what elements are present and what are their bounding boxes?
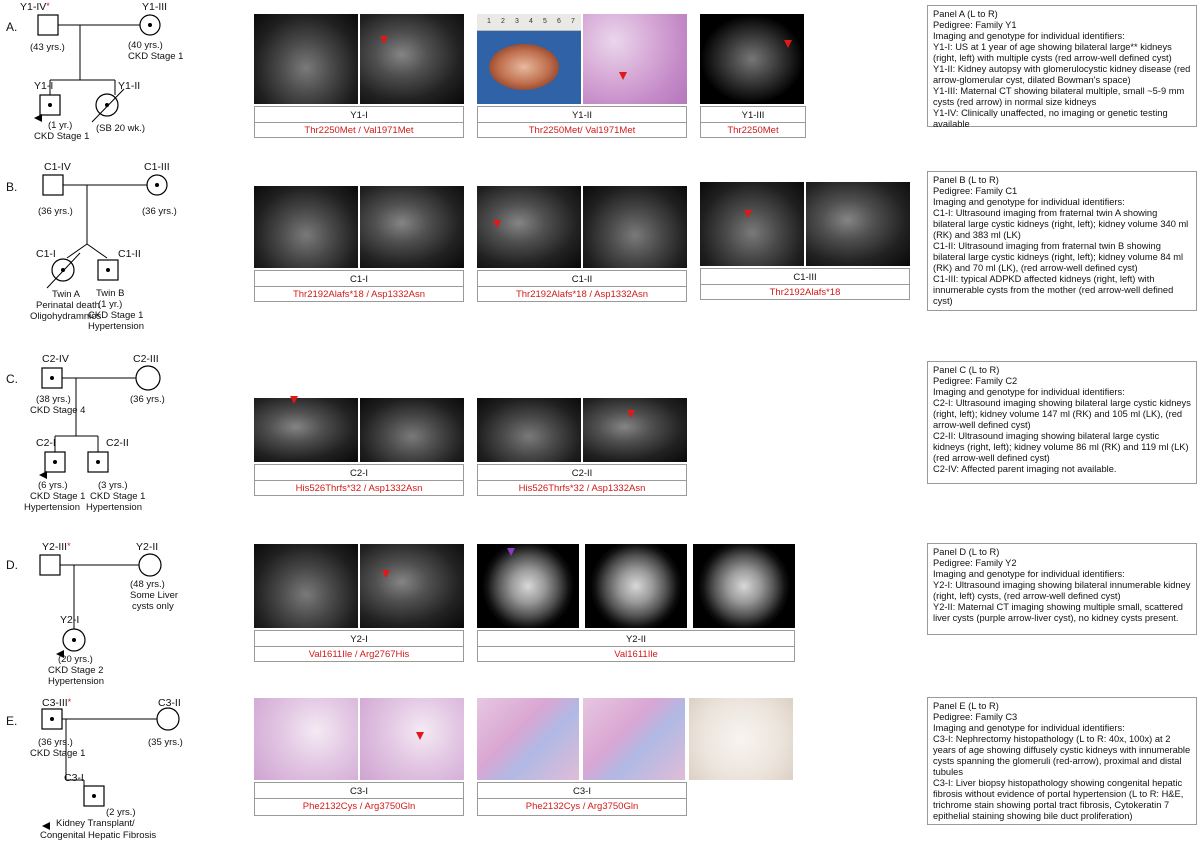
pedigree-info: Kidney Transplant/ — [56, 818, 135, 829]
figure-y1-ii — [477, 14, 687, 134]
caption-genotype: His526Thrfs*32 / Asp1332Asn — [295, 483, 423, 494]
caption-name: C3-I — [255, 783, 463, 799]
caption-name: C3-I — [478, 783, 686, 799]
figure-c2-i — [254, 398, 464, 518]
ct-image — [700, 14, 804, 104]
red-arrow-icon — [744, 210, 752, 218]
caption-name: Y1-II — [478, 107, 686, 123]
pedigree-id: C2-I — [36, 437, 56, 449]
figure-caption — [477, 464, 687, 496]
pedigree-info: (43 yrs.) — [30, 42, 65, 53]
panel-c-notes: Panel C (L to R) Pedigree: Family C2 Imaging and genotype for individual identifiers: C2-I: Ultrasound imaging showing bilateral large cystic kidneys (right, left); kidney volume 147 ml (RK) and 105 ml (LK), (red arrow-well defined cyst) C2-II: Ultrasound imaging showing bilateral large cystic kidneys (right, left); kidney volume 86 ml (RK) and 119 ml (LK) (red arrow-well defined cyst) C2-IV: Affected parent imaging not available. — [927, 361, 1197, 484]
pedigree-info: (38 yrs.) — [36, 394, 71, 405]
panel-letter-e: E. — [6, 714, 18, 728]
caption-genotype: Thr2250Met — [727, 125, 779, 136]
pedigree-id: C1-II — [118, 248, 141, 260]
pedigree-info: (1 yr.) — [98, 299, 123, 310]
ruler: 1 2 3 4 5 6 7 — [477, 14, 581, 31]
pedigree-info: (48 yrs.) — [130, 579, 165, 590]
ultrasound-image — [583, 398, 687, 462]
pedigree-id: C2-IV — [42, 353, 69, 365]
pedigree-lines — [0, 0, 210, 165]
pedigree-family-c1 — [0, 158, 210, 332]
pedigree-info: CKD Stage 1 — [90, 491, 146, 502]
pedigree-info: CKD Stage 1 — [128, 51, 184, 62]
red-arrow-icon — [290, 396, 298, 404]
pedigree-id: C1-I — [36, 248, 56, 260]
asterisk: * — [46, 1, 50, 11]
ultrasound-image — [360, 186, 464, 268]
pedigree-info: CKD Stage 2 — [48, 665, 104, 676]
figure-caption — [254, 464, 464, 496]
caption-name: Y2-I — [255, 631, 463, 647]
panel-letter-c: C. — [6, 372, 18, 386]
asterisk: * — [67, 541, 71, 551]
pedigree-info: CKD Stage 1 — [34, 131, 90, 142]
pedigree-lines — [0, 540, 210, 690]
pedigree-info: (2 yrs.) — [106, 807, 136, 818]
panel-letter-a: A. — [6, 20, 18, 34]
pedigree-id: C2-III — [133, 353, 159, 365]
pedigree-info: CKD Stage 1 — [88, 310, 144, 321]
histology-image — [689, 698, 793, 780]
red-arrow-icon — [493, 220, 501, 228]
pedigree-info: cysts only — [132, 601, 174, 612]
figure-y2-i — [254, 544, 464, 664]
pedigree-info: Hypertension — [88, 321, 144, 332]
figure-caption — [254, 630, 464, 662]
caption-name: C1-II — [478, 271, 686, 287]
caption-genotype: Thr2192Alafs*18 — [769, 287, 841, 298]
caption-name: C1-III — [701, 269, 909, 285]
pedigree-info: CKD Stage 1 — [30, 748, 86, 759]
pedigree-id: Y1-II — [118, 80, 141, 92]
ultrasound-image — [806, 182, 910, 266]
red-arrow-icon — [619, 72, 627, 80]
ultrasound-image — [254, 14, 358, 104]
pedigree-info: (36 yrs.) — [38, 737, 73, 748]
caption-genotype: His526Thrfs*32 / Asp1332Asn — [518, 483, 646, 494]
ultrasound-image — [360, 398, 464, 462]
ultrasound-image — [583, 186, 687, 268]
panel-letter-d: D. — [6, 558, 18, 572]
panel-b-notes: Panel B (L to R) Pedigree: Family C1 Imaging and genotype for individual identifiers: C1-I: Ultrasound imaging from fraternal twin A showing bilateral large cystic kidneys (right, left); kidney volume 340 ml (RK) and 383 ml (LK) C1-II: Ultrasound imaging from fraternal twin B showing bilateral large cystic kidneys (right, left); kidney volume 84 ml (RK) and 70 ml (LK), (red arrow-well defined cyst) C1-III: typical ADPKD affected kidneys (right, left) with innumerable cysts from the mother (red arrow-well defined cyst) — [927, 171, 1197, 311]
pedigree-info: (20 yrs.) — [58, 654, 93, 665]
figure-caption — [254, 270, 464, 302]
pedigree-info: (6 yrs.) — [38, 480, 68, 491]
histology-image — [583, 14, 687, 104]
red-arrow-icon — [784, 40, 792, 48]
pedigree-info: Hypertension — [86, 502, 142, 513]
pedigree-info: Perinatal death — [36, 300, 100, 311]
pedigree-id: C3-III — [42, 697, 68, 709]
red-arrow-icon — [627, 410, 635, 418]
figure-c1-ii — [477, 186, 687, 306]
caption-name: Y1-III — [701, 107, 805, 123]
pedigree-info: (1 yr.) — [48, 120, 73, 131]
histology-image — [583, 698, 685, 780]
figure-c1-i — [254, 186, 464, 306]
pedigree-info: (40 yrs.) — [128, 40, 163, 51]
figure-caption — [477, 106, 687, 138]
caption-genotype: Val1611Ile — [614, 649, 658, 660]
asterisk: * — [67, 697, 72, 707]
caption-name: C2-II — [478, 465, 686, 481]
figure-caption — [700, 268, 910, 300]
ultrasound-image — [477, 398, 581, 462]
ultrasound-image — [360, 544, 464, 628]
red-arrow-icon — [382, 570, 390, 578]
panel-a-notes: Panel A (L to R) Pedigree: Family Y1 Imaging and genotype for individual identifiers: Y1-I: US at 1 year of age showing bilateral large** kidneys (right, left) with multiple cysts (red arrow-well defined cyst) Y1-II: Kidney autopsy with glomerulocystic kidney disease (red arrow-glomerular cyst, dilated Bowman's space) Y1-III: Maternal CT showing bilateral multiple, small ~5-9 mm cysts (red arrow) in normal size kidneys Y1-IV: Clinically unaffected, no imaging or genetic testing available — [927, 5, 1197, 127]
figure-caption — [700, 106, 806, 138]
pedigree-info: (3 yrs.) — [98, 480, 128, 491]
caption-genotype: Phe2132Cys / Arg3750Gln — [302, 801, 416, 812]
ct-image — [477, 544, 579, 628]
pedigree-id: Y1-IV — [20, 1, 47, 13]
pedigree-id: Y1-III — [142, 1, 168, 13]
pedigree-family-c3 — [0, 694, 210, 859]
pedigree-id: Y2-I — [60, 614, 80, 626]
pedigree-info: Hypertension — [24, 502, 80, 513]
ultrasound-image — [254, 398, 358, 462]
pedigree-info: CKD Stage 4 — [30, 405, 86, 416]
pedigree-info: (35 yrs.) — [148, 737, 183, 748]
pedigree-info: (SB 20 wk.) — [96, 123, 146, 134]
figure-caption — [254, 782, 464, 816]
histology-image — [477, 698, 579, 780]
ultrasound-image — [700, 182, 804, 266]
purple-arrow-icon — [507, 548, 515, 556]
caption-name: C1-I — [255, 271, 463, 287]
pedigree-id: C3-II — [158, 697, 181, 709]
ct-image — [693, 544, 795, 628]
pedigree-info: Hypertension — [48, 676, 104, 687]
histology-image — [360, 698, 464, 780]
pedigree-info: Some Liver — [130, 590, 179, 601]
ultrasound-image — [254, 186, 358, 268]
gross-kidney-image — [477, 14, 581, 104]
red-arrow-icon — [380, 36, 388, 44]
figure-caption — [477, 630, 795, 662]
caption-genotype: Thr2250Met / Val1971Met — [304, 125, 414, 136]
caption-name: Y2-II — [478, 631, 794, 647]
pedigree-family-y1 — [0, 0, 210, 165]
pedigree-family-y2 — [0, 540, 210, 705]
pedigree-id: C1-III — [144, 161, 170, 173]
figure-caption — [477, 270, 687, 302]
figure-c3-i-liver — [477, 698, 795, 822]
pedigree-id: C3-I — [64, 772, 84, 784]
pedigree-id: Y2-III — [42, 541, 68, 553]
figure-y1-i — [254, 14, 464, 134]
pedigree-info: (36 yrs.) — [142, 206, 177, 217]
caption-genotype: Phe2132Cys / Arg3750Gln — [525, 801, 639, 812]
figure-caption — [477, 782, 687, 816]
figure-caption — [254, 106, 464, 138]
caption-genotype: Thr2192Alafs*18 / Asp1332Asn — [515, 289, 649, 300]
ultrasound-image — [254, 544, 358, 628]
pedigree-info: Congenital Hepatic Fibrosis — [40, 830, 157, 841]
caption-genotype: Thr2250Met/ Val1971Met — [528, 125, 636, 136]
pedigree-id: C2-II — [106, 437, 129, 449]
pedigree-info: (36 yrs.) — [38, 206, 73, 217]
panel-e-notes: Panel E (L to R) Pedigree: Family C3 Imaging and genotype for individual identifiers: C3-I: Nephrectomy histopathology (L to R: 40x, 100x) at 2 years of age showing diffusely cystic kidneys with innumerable cysts spanning the glomeruli (red-arrow), proximal and distal tubules C3-I: Liver biopsy histopathology showing congenital hepatic fibrosis without evidence of portal hypertension (L to R: H&E, trichrome stain showing portal tract fibrosis, Cytokeratin 7 epithelial staining showing bile duct proliferation) — [927, 697, 1197, 825]
caption-name: C2-I — [255, 465, 463, 481]
figure-c3-i-kidney — [254, 698, 464, 822]
figure-c2-ii — [477, 398, 687, 518]
caption-genotype: Val1611Ile / Arg2767His — [308, 649, 410, 660]
pedigree-family-c2 — [0, 348, 210, 513]
pedigree-id: C1-IV — [44, 161, 71, 173]
red-arrow-icon — [416, 732, 424, 740]
figure-y2-ii — [477, 544, 795, 664]
pedigree-info: Twin B — [96, 288, 125, 299]
caption-genotype: Thr2192Alafs*18 / Asp1332Asn — [292, 289, 426, 300]
kidney-specimen — [489, 44, 559, 90]
pedigree-id: Y2-II — [136, 541, 159, 553]
histology-image — [254, 698, 358, 780]
pedigree-info: Oligohydramnios — [30, 311, 102, 322]
pedigree-id: Y1-I — [34, 80, 54, 92]
pedigree-info: CKD Stage 1 — [30, 491, 86, 502]
figure-c1-iii — [700, 182, 910, 302]
ct-image — [585, 544, 687, 628]
figure-y1-iii — [700, 14, 806, 134]
panel-d-notes: Panel D (L to R) Pedigree: Family Y2 Imaging and genotype for individual identifiers: Y2-I: Ultrasound imaging showing bilateral innumerable kidney (right, left) cysts, (red arrow-well defined cyst) Y2-II: Maternal CT imaging showing multiple small, scattered liver cysts (purple arrow-liver cyst), no kidney cysts present. — [927, 543, 1197, 635]
pedigree-info: Twin A — [52, 289, 80, 300]
caption-name: Y1-I — [255, 107, 463, 123]
pedigree-info: (36 yrs.) — [130, 394, 165, 405]
ultrasound-image — [360, 14, 464, 104]
panel-letter-b: B. — [6, 180, 18, 194]
